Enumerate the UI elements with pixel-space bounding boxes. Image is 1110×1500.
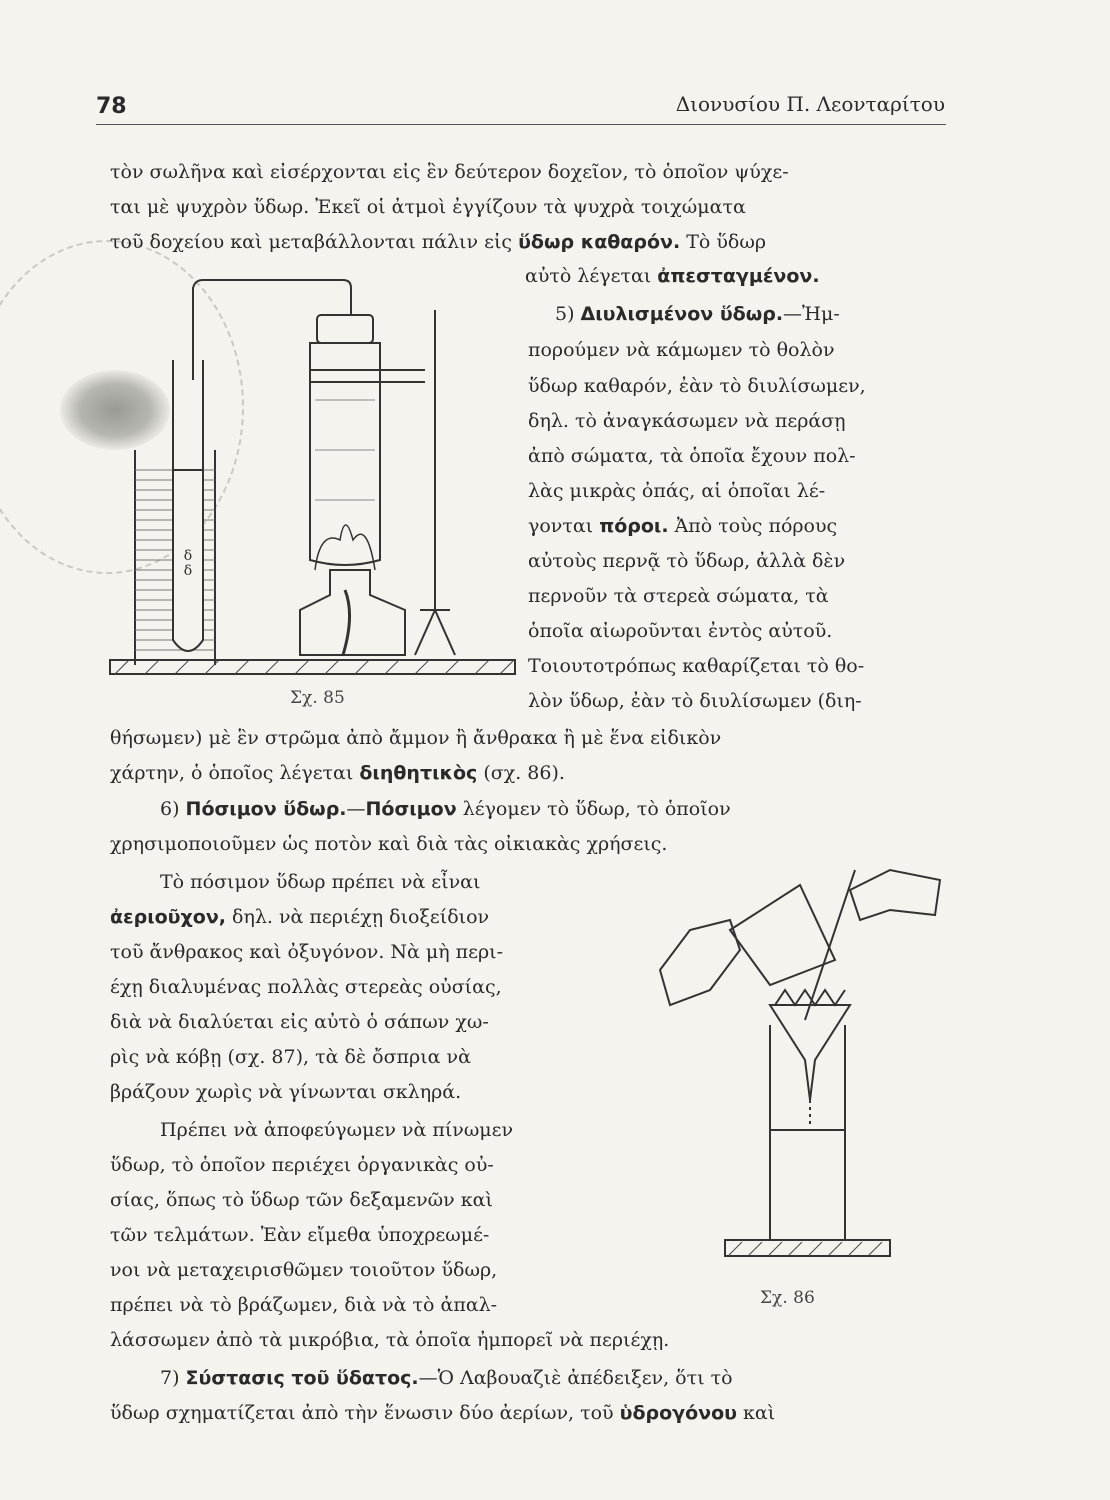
text-line: τῶν τελμάτων. Ἐὰν εἴμεθα ὑποχρεωμέ- xyxy=(110,1224,490,1246)
text-line: ὕδωρ, τὸ ὁποῖον περιέχει ὀργανικὰς οὐ- xyxy=(110,1154,494,1176)
svg-text:δ: δ xyxy=(183,548,193,564)
text-line: τοῦ δοχείου καὶ μεταβάλλονται πάλιν εἰς ὕδωρ καθαρόν. Τὸ ὕδωρ xyxy=(110,231,767,253)
text-line: περνοῦν τὰ στερεὰ σώματα, τὰ xyxy=(528,585,829,607)
text-line: Τοιουτοτρόπως καθαρίζεται τὸ θο- xyxy=(528,655,865,677)
figure-86-caption: Σχ. 86 xyxy=(760,1288,815,1308)
header-rule xyxy=(96,124,946,125)
text-line: λὸν ὕδωρ, ἐὰν τὸ διυλίσωμεν (διη- xyxy=(528,690,862,712)
text-line: βράζουν χωρὶς νὰ γίνωνται σκληρά. xyxy=(110,1081,462,1103)
text-line: τοῦ ἄνθρακος καὶ ὀξυγόνον. Νὰ μὴ περι- xyxy=(110,941,504,963)
text-line: δηλ. τὸ ἀναγκάσωμεν νὰ περάσῃ xyxy=(528,410,846,432)
text-line: Τὸ πόσιμον ὕδωρ πρέπει νὰ εἶναι xyxy=(160,871,481,893)
text-line: ὕδωρ καθαρόν, ἐὰν τὸ διυλίσωμεν, xyxy=(528,375,866,397)
section-heading: 6) Πόσιμον ὕδωρ.—Πόσιμον λέγομεν τὸ ὕδωρ, τὸ ὁποῖον xyxy=(160,798,731,820)
text-line: νοι νὰ μεταχειρισθῶμεν τοιοῦτον ὕδωρ, xyxy=(110,1259,498,1281)
text-line: τὸν σωλῆνα καὶ εἰσέρχονται εἰς ἓν δεύτερον δοχεῖον, τὸ ὁποῖον ψύχε- xyxy=(110,161,789,183)
text-line: χάρτην, ὁ ὁποῖος λέγεται διηθητικὸς (σχ. 86). xyxy=(110,762,565,784)
svg-text:δ: δ xyxy=(183,563,193,579)
text-line: ται μὲ ψυχρὸν ὕδωρ. Ἐκεῖ οἱ ἀτμοὶ ἐγγίζουν τὰ ψυχρὰ τοιχώματα xyxy=(110,196,746,218)
text-line: λάσσωμεν ἀπὸ τὰ μικρόβια, τὰ ὁποῖα ἠμπορεῖ νὰ περιέχῃ. xyxy=(110,1329,670,1351)
text-line: ρὶς νὰ κόβῃ (σχ. 87), τὰ δὲ ὄσπρια νὰ xyxy=(110,1046,471,1068)
text-line: πρέπει νὰ τὸ βράζωμεν, διὰ νὰ τὸ ἀπαλ- xyxy=(110,1294,498,1316)
section-heading: 7) Σύστασις τοῦ ὕδατος.—Ὁ Λαβουαζιὲ ἀπέδειξεν, ὅτι τὸ xyxy=(160,1367,733,1389)
text-line: γονται πόροι. Ἀπὸ τοὺς πόρους xyxy=(528,515,838,537)
figure-85-distillation xyxy=(105,270,520,680)
text-line: χρησιμοποιοῦμεν ὡς ποτὸν καὶ διὰ τὰς οἰκιακὰς χρήσεις. xyxy=(110,833,668,855)
section-heading: 5) Διυλισμένον ὕδωρ.—Ἠμ- xyxy=(555,303,840,325)
figure-85-caption: Σχ. 85 xyxy=(290,688,345,708)
running-head: Διονυσίου Π. Λεονταρίτου xyxy=(675,92,945,116)
text-line: Πρέπει νὰ ἀποφεύγωμεν νὰ πίνωμεν xyxy=(160,1119,514,1141)
text-line: λὰς μικρὰς ὀπάς, αἱ ὁποῖαι λέ- xyxy=(528,480,826,502)
text-line: έχῃ διαλυμένας πολλὰς στερεὰς οὐσίας, xyxy=(110,976,502,998)
figure-86-filtration xyxy=(650,860,950,1280)
text-line: ὁποῖα αἰωροῦνται ἐντὸς αὐτοῦ. xyxy=(528,620,833,642)
text-line: πορούμεν νὰ κάμωμεν τὸ θολὸν xyxy=(528,339,835,361)
text-line: διὰ νὰ διαλύεται εἰς αὐτὸ ὁ σάπων χω- xyxy=(110,1011,489,1033)
text-line: θήσωμεν) μὲ ἓν στρῶμα ἀπὸ ἄμμον ἢ ἄνθρακα ἢ μὲ ἕνα εἰδικὸν xyxy=(110,727,722,749)
text-line: αὐτοὺς περνᾷ τὸ ὕδωρ, ἀλλὰ δὲν xyxy=(528,550,846,572)
text-line: ἀεριοῦχον, δηλ. νὰ περιέχῃ διοξείδιον xyxy=(110,906,490,928)
page-number: 78 xyxy=(96,94,127,119)
text-line: σίας, ὅπως τὸ ὕδωρ τῶν δεξαμενῶν καὶ xyxy=(110,1189,493,1211)
text-line: ἀπὸ σώματα, τὰ ὁποῖα ἔχουν πολ- xyxy=(528,445,856,467)
text-line: ὕδωρ σχηματίζεται ἀπὸ τὴν ἕνωσιν δύο ἀερίων, τοῦ ὑδρογόνου καὶ xyxy=(110,1402,776,1424)
text-line: αὐτὸ λέγεται ἀπεσταγμένον. xyxy=(525,265,820,287)
